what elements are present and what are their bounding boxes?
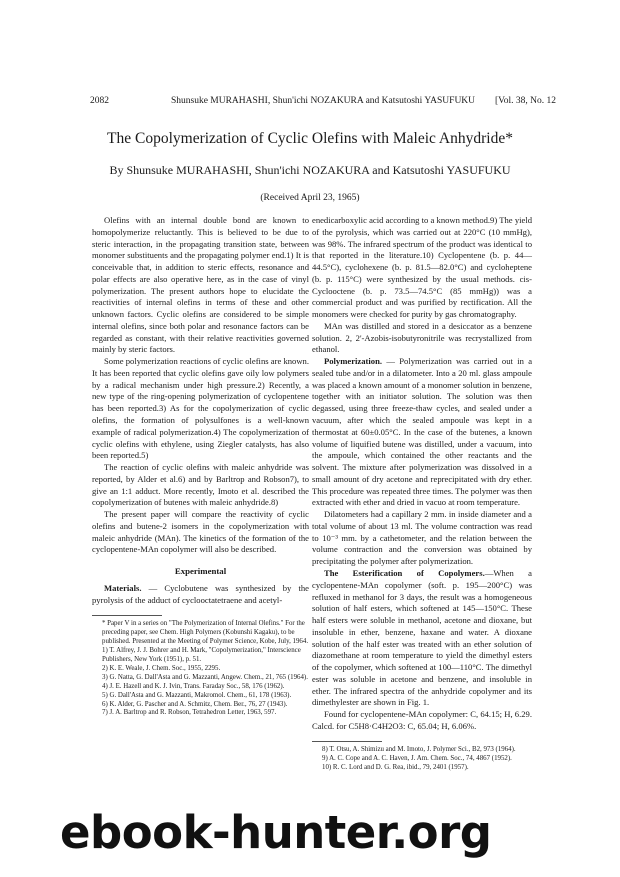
intro-paragraph-1: Olefins with an internal double bond are known to homopolymerize reluctantly. This is believed to be due to steric interaction, in the propagating transition state, between monomer substituents and the propagating polymer end.1) It is conceivable that, in addition to steric effects, resonance and polar effects are also operative here, as in the case of vinyl polymerization. The present authors hope to elucidate the reactivities of internal olefins in terms of these and other unknown factors. Cyclic olefins are considered to be simple internal olefins, since both polar and resonance factors can be regarded as constant, with their relative reactivities governed mainly by steric factors. bbox=[92, 215, 309, 355]
section-heading-experimental: Experimental bbox=[174, 566, 227, 577]
footnote: 10) R. C. Lord and D. G. Rea, ibid., 79, 2401 (1957). bbox=[322, 763, 469, 771]
materials-continued: enedicarboxylic acid according to a known method.9) The yield of the pyrolysis, which was carried out at 220°C (10 mmHg), was 98%. The infrared spectrum of the product was identical to that reported in the literature.10) Cyclopentene (b. p. 44—44.5°C), cyclohexene (b. p. 81.5—82.0°C) and cycloheptene (b. p. 115°C) were synthesized by the usual methods. cis-Cyclooctene (b. p. 73.5—74.5°C (85 mmHg)) was a commercial product and was purified by rectification. All the monomers were checked for purity by gas chromatography. bbox=[312, 215, 532, 320]
footnote: 9) A. C. Cope and A. C. Haven, J. Am. Chem. Soc., 74, 4867 (1952). bbox=[322, 754, 512, 762]
materials-text: — Cyclobutene was synthesized by the pyrolysis of the adduct of cyclooctatetraene and acetyl- bbox=[92, 583, 309, 606]
intro-paragraph-3: The reaction of cyclic olefins with maleic anhydride was reported, by Alder et al.6) and by Barltrop and Robson7), to give an 1:1 adduct. More recently, Imoto et al. described the copolymerization of butenes with maleic anhydride.8) bbox=[92, 462, 309, 508]
intro-paragraph-4: The present paper will compare the reactivity of cyclic olefins and butene-2 isomers in the copolymerization with maleic anhydride (MAn). The kinetics of the formation of the cyclopentene-MAn copolymer will also be described. bbox=[92, 509, 309, 555]
footnote: 6) K. Alder, G. Pascher and A. Schmitz, Chem. Ber., 76, 27 (1943). bbox=[102, 700, 288, 708]
polymerization-text: — Polymerization was carried out in a sealed tube and/or in a dilatometer. Into a 20 ml. glass ampoule was placed a known amount of a monomer solution in benzene, together with an initiator solution. The solution was then degassed, using three freeze-thaw cycles, and sealed under a vacuum, after which the sealed ampoule was kept in a thermostat at 60±0.05°C. In the case of the butenes, a known volume of liquified butene was distilled, under a vacuum, into the ampoule, which contained the other reactants and the solvent. The mixture after polymerization was dissolved in a small amount of dry acetone and reprecipitated with dry ether. This procedure was repeated three times. The polymer was then extracted with ether and dried in vacuo at room temperature. bbox=[312, 356, 533, 508]
elemental-analysis: Found for cyclopentene-MAn copolymer: C, 64.15; H, 6.29. Calcd. for C5H8·C4H2O3: C, 65.04; H, 6.06%. bbox=[312, 709, 532, 731]
esterification-heading: The Esterification of Copolymers. bbox=[324, 567, 485, 578]
left-column bbox=[92, 215, 309, 718]
polymerization-heading: Polymerization. bbox=[324, 356, 382, 367]
footnotes-left bbox=[92, 620, 309, 719]
page-number: 2082 bbox=[90, 96, 109, 106]
paper-byline: By Shunsuke MURAHASHI, Shun'ichi NOZAKURA and Katsutoshi YASUFUKU bbox=[109, 163, 511, 177]
man-paragraph: MAn was distilled and stored in a desiccator as a benzene solution. 2, 2'-Azobis-isobutyronitrile was recrystallized from ethanol. bbox=[312, 320, 532, 355]
paper-title: The Copolymerization of Cyclic Olefins with Maleic Anhydride* bbox=[107, 130, 513, 147]
footnotes-right bbox=[312, 746, 532, 773]
received-date: (Received April 23, 1965) bbox=[260, 193, 360, 203]
header-volume: [Vol. 38, No. 12 bbox=[494, 96, 556, 106]
footnote: 8) T. Otsu, A. Shimizu and M. Imoto, J. Polymer Sci., B2, 973 (1964). bbox=[322, 745, 516, 753]
esterification-paragraph bbox=[312, 568, 532, 709]
footnote: 3) G. Natta, G. Dall'Asta and G. Mazzanti, Angew. Chem., 21, 765 (1964). bbox=[102, 673, 308, 681]
esterification-text: —When a cyclopentene-MAn copolymer (soft. p. 195—200°C) was refluxed in methanol for 3 days, the result was a homogeneous solution of half esters, which softened at 145—150°C. These half esters were soluble in methanol, acetone and dioxane, but insoluble in ether, benzene, haxane and water. A dioxane solution of the half ester was treated with an ether solution of diazomethane at room temperature to yield the dimethyl esters of the copolymer, which softened at 100—110°C. The dimethyl ester was soluble in acetone and benzene, and insoluble in ether. The infrared spectra of the anhydride copolymer and its dimethylester are shown in Fig. 1. bbox=[312, 567, 532, 708]
footnote: 7) J. A. Barltrop and R. Robson, Tetrahedron Letter, 1963, 597. bbox=[102, 709, 277, 717]
materials-paragraph bbox=[92, 583, 309, 607]
footnote: 4) J. E. Hazell and K. J. Ivin, Trans. Faraday Soc., 58, 176 (1962). bbox=[102, 682, 285, 690]
header-authors: Shunsuke MURAHASHI, Shun'ichi NOZAKURA and Katsutoshi YASUFUKU bbox=[170, 96, 476, 106]
watermark-text: ebook-hunter.org bbox=[60, 806, 492, 859]
footnote: * Paper V in a series on "The Polymerization of Internal Olefins." For the preceding paper, see Chem. High Polymers (Kobunshi Kagaku), to be published. Presented at the Meeting of Polymer Science, Kobe, July, 1964. bbox=[102, 619, 309, 645]
right-column bbox=[312, 215, 532, 773]
footnote-rule bbox=[312, 741, 382, 742]
footnote: 2) K. E. Weale, J. Chem. Soc., 1955, 2295. bbox=[102, 664, 221, 672]
running-header bbox=[90, 96, 556, 110]
materials-heading: Materials. bbox=[104, 583, 142, 594]
dilatometer-paragraph: Dilatometers had a capillary 2 mm. in inside diameter and a total volume of about 13 ml. The volume contraction was read to 10⁻³ mm. by a cathetometer, and the relation between the volume contraction and the conversion was obtained by precipitating the polymer after polymerization. bbox=[312, 509, 532, 567]
intro-paragraph-2: Some polymerization reactions of cyclic olefins are known. It has been reported that cyclic olefins gave oily low polymers by a radical mechanism under high pressure.2) Recently, a new type of the ring-opening polymerization of cyclopentene has been reported.3) As for the copolymerization of cyclic olefins, the formation of polysulfones is a well-known example of radical polymerization.4) The copolymerization of cyclic olefins with ethylene, using Ziegler catalysts, has also been reported.5) bbox=[92, 356, 309, 461]
footnote-rule bbox=[92, 615, 162, 616]
polymerization-paragraph bbox=[312, 356, 532, 509]
footnote: 5) G. Dall'Asta and G. Mazzanti, Makromol. Chem., 61, 178 (1963). bbox=[102, 691, 292, 699]
footnote: 1) T. Alfrey, J. J. Bohrer and H. Mark, "Copolymerization," Interscience Publishers, New York (1951), p. 51. bbox=[102, 646, 301, 663]
